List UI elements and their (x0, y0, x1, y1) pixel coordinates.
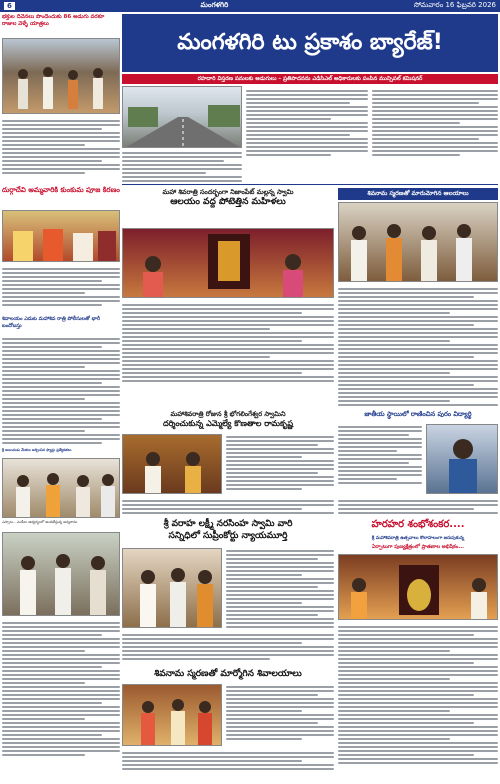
mid-headline-2-line1: మహాశివరాత్రి రోజున శ్రీ భోగలింగేశ్వర స్వామిని (170, 410, 286, 418)
main-headline-banner (122, 14, 498, 72)
top-article-text-c (372, 88, 498, 158)
page-number: 6 (4, 2, 15, 10)
masthead: మంగళగిరి (200, 1, 229, 9)
main-subheadline: రహదారి విస్తరణ పనులకు అడుగులు – ప్రతిపాదనను ఎడిసిఎల్ అధికారులకు పంపిన మున్సిపల్ కమిషనర్ (122, 74, 498, 84)
mla-image (123, 435, 222, 494)
right-sub-2: ఏర్పాటుగా పుణ్యక్షేత్రంలో ప్రాతఃకాల అభిషేకం... (371, 544, 465, 550)
group-image (3, 459, 120, 518)
left-headline-1: భక్తుల దీవెనలు పొందేందుకు 86 అడుగు వరకూ రాజుల వెళ్ళే యాత్రలు (2, 14, 105, 27)
right-column (338, 188, 498, 782)
mid-headline-3-line2: సన్నిధిలో సుప్రీంకోర్టు న్యాయమూర్తి (168, 531, 288, 541)
mid-headline-1-line2: ఆలయం వద్ద పోటెత్తిన మహిళలు (170, 197, 286, 207)
issue-date: సోమవారం 16 ఫిబ్రవరి 2026 (413, 1, 496, 9)
mid-headline-4: శివనామ స్మరణతో మార్మోగిన శివాలయాలు (154, 669, 302, 679)
abhishekam-image (339, 555, 498, 620)
right-big-banner (338, 516, 498, 534)
left-article-4-text (2, 620, 120, 758)
left-article-2-text (2, 266, 120, 308)
justice-image (123, 549, 222, 628)
mid-article-2-text (226, 434, 334, 492)
middle-column (122, 188, 334, 782)
main-headline: మంగళగిరి టు ప్రకాశం బ్యారేజ్! (177, 30, 443, 55)
photo-kumkuma-puja (2, 210, 120, 262)
right-banner-1: శివనామ స్మరణతో మారుమోగిన ఆలయాలు (338, 188, 498, 200)
crowd-image (3, 39, 120, 114)
mid-headline-3-line1: శ్రీ వరాహ లక్ష్మీ నరసింహ స్వామి వారి (163, 519, 293, 529)
right-headline-mid: జాతీయ స్థాయిలో రాణించిన పురం విద్యార్థి (364, 410, 472, 418)
mid-article-3-text (226, 548, 334, 630)
photo-justice-visit (122, 548, 222, 628)
left-caption-1: శ్రీ అయిదుడు మేళలు అర్చించిన ఫ్యాన్లు ప్రత్యేకతలు (2, 448, 72, 452)
mid-article-2b-text (122, 498, 334, 516)
left-column (2, 14, 120, 782)
people-image (3, 533, 120, 616)
top-article-text-a (122, 150, 242, 184)
right-article-2b-text (338, 498, 498, 516)
mid-headline-2 (122, 410, 334, 429)
left-headline-3: శివాలయం ఎదుట మహాశివ రాత్రి పోలీసులతో భారీ బందోబస్తు (2, 316, 100, 329)
mid-headline-2-line2: దర్శించుకున్న ఎమ్మెల్యే కొణతాల రామకృష్ణ (162, 419, 294, 428)
divider-top (122, 184, 498, 185)
photo-group-left (2, 458, 120, 518)
mid-article-3b-text (122, 632, 334, 662)
mid-headline-1-line1: మహా శివరాత్రి సందర్భంగా నిజాంపేట్ మల్లన్న స్వామి (162, 188, 294, 196)
page-header (0, 0, 500, 12)
photo-people-left (2, 532, 120, 616)
photo-abhishekam (338, 554, 498, 620)
student-image (427, 425, 498, 494)
mid-headline-3 (122, 518, 334, 542)
photo-student (426, 424, 498, 494)
right-article-2-text (338, 424, 422, 486)
temple-image (123, 229, 334, 298)
left-article-1-text (2, 118, 120, 176)
mid-headline-1 (122, 188, 334, 208)
left-caption-2: ఎస్సాలు - ఎండీలు ఆధ్వర్యంలో అందజేస్తున్న అన్నదానం (2, 520, 78, 524)
road-image (123, 87, 242, 148)
right-article-3-text (338, 624, 498, 766)
mid-article-4b-text (122, 750, 334, 772)
mid-article-1-text (122, 302, 334, 384)
right-big-banner-text: హరహర శంభోశంకర.... (371, 519, 465, 530)
photo-road (122, 86, 242, 148)
photo-mla-visit (122, 434, 222, 494)
left-headline-2: దుర్గాదేవి అమ్మవారికి కుంకుమ పూజ కిరణం (2, 186, 120, 194)
top-article-text-b (246, 88, 368, 158)
right-article-1-text (338, 286, 498, 408)
mid-article-4-text (226, 684, 334, 742)
photo-shiva-devotees (122, 684, 222, 746)
devotees-image (123, 685, 222, 746)
photo-temple-women (122, 228, 334, 298)
puja-image (3, 211, 120, 262)
photo-procession (2, 38, 120, 114)
photo-temple-crowd (338, 202, 498, 282)
temple-crowd-image (339, 203, 498, 282)
right-sub-1: శ్రీ మహాశివరాత్రి ఉత్సవాలు కొలాహలంగా జరుపుకున్న (371, 536, 465, 541)
left-article-3-text (2, 336, 120, 446)
